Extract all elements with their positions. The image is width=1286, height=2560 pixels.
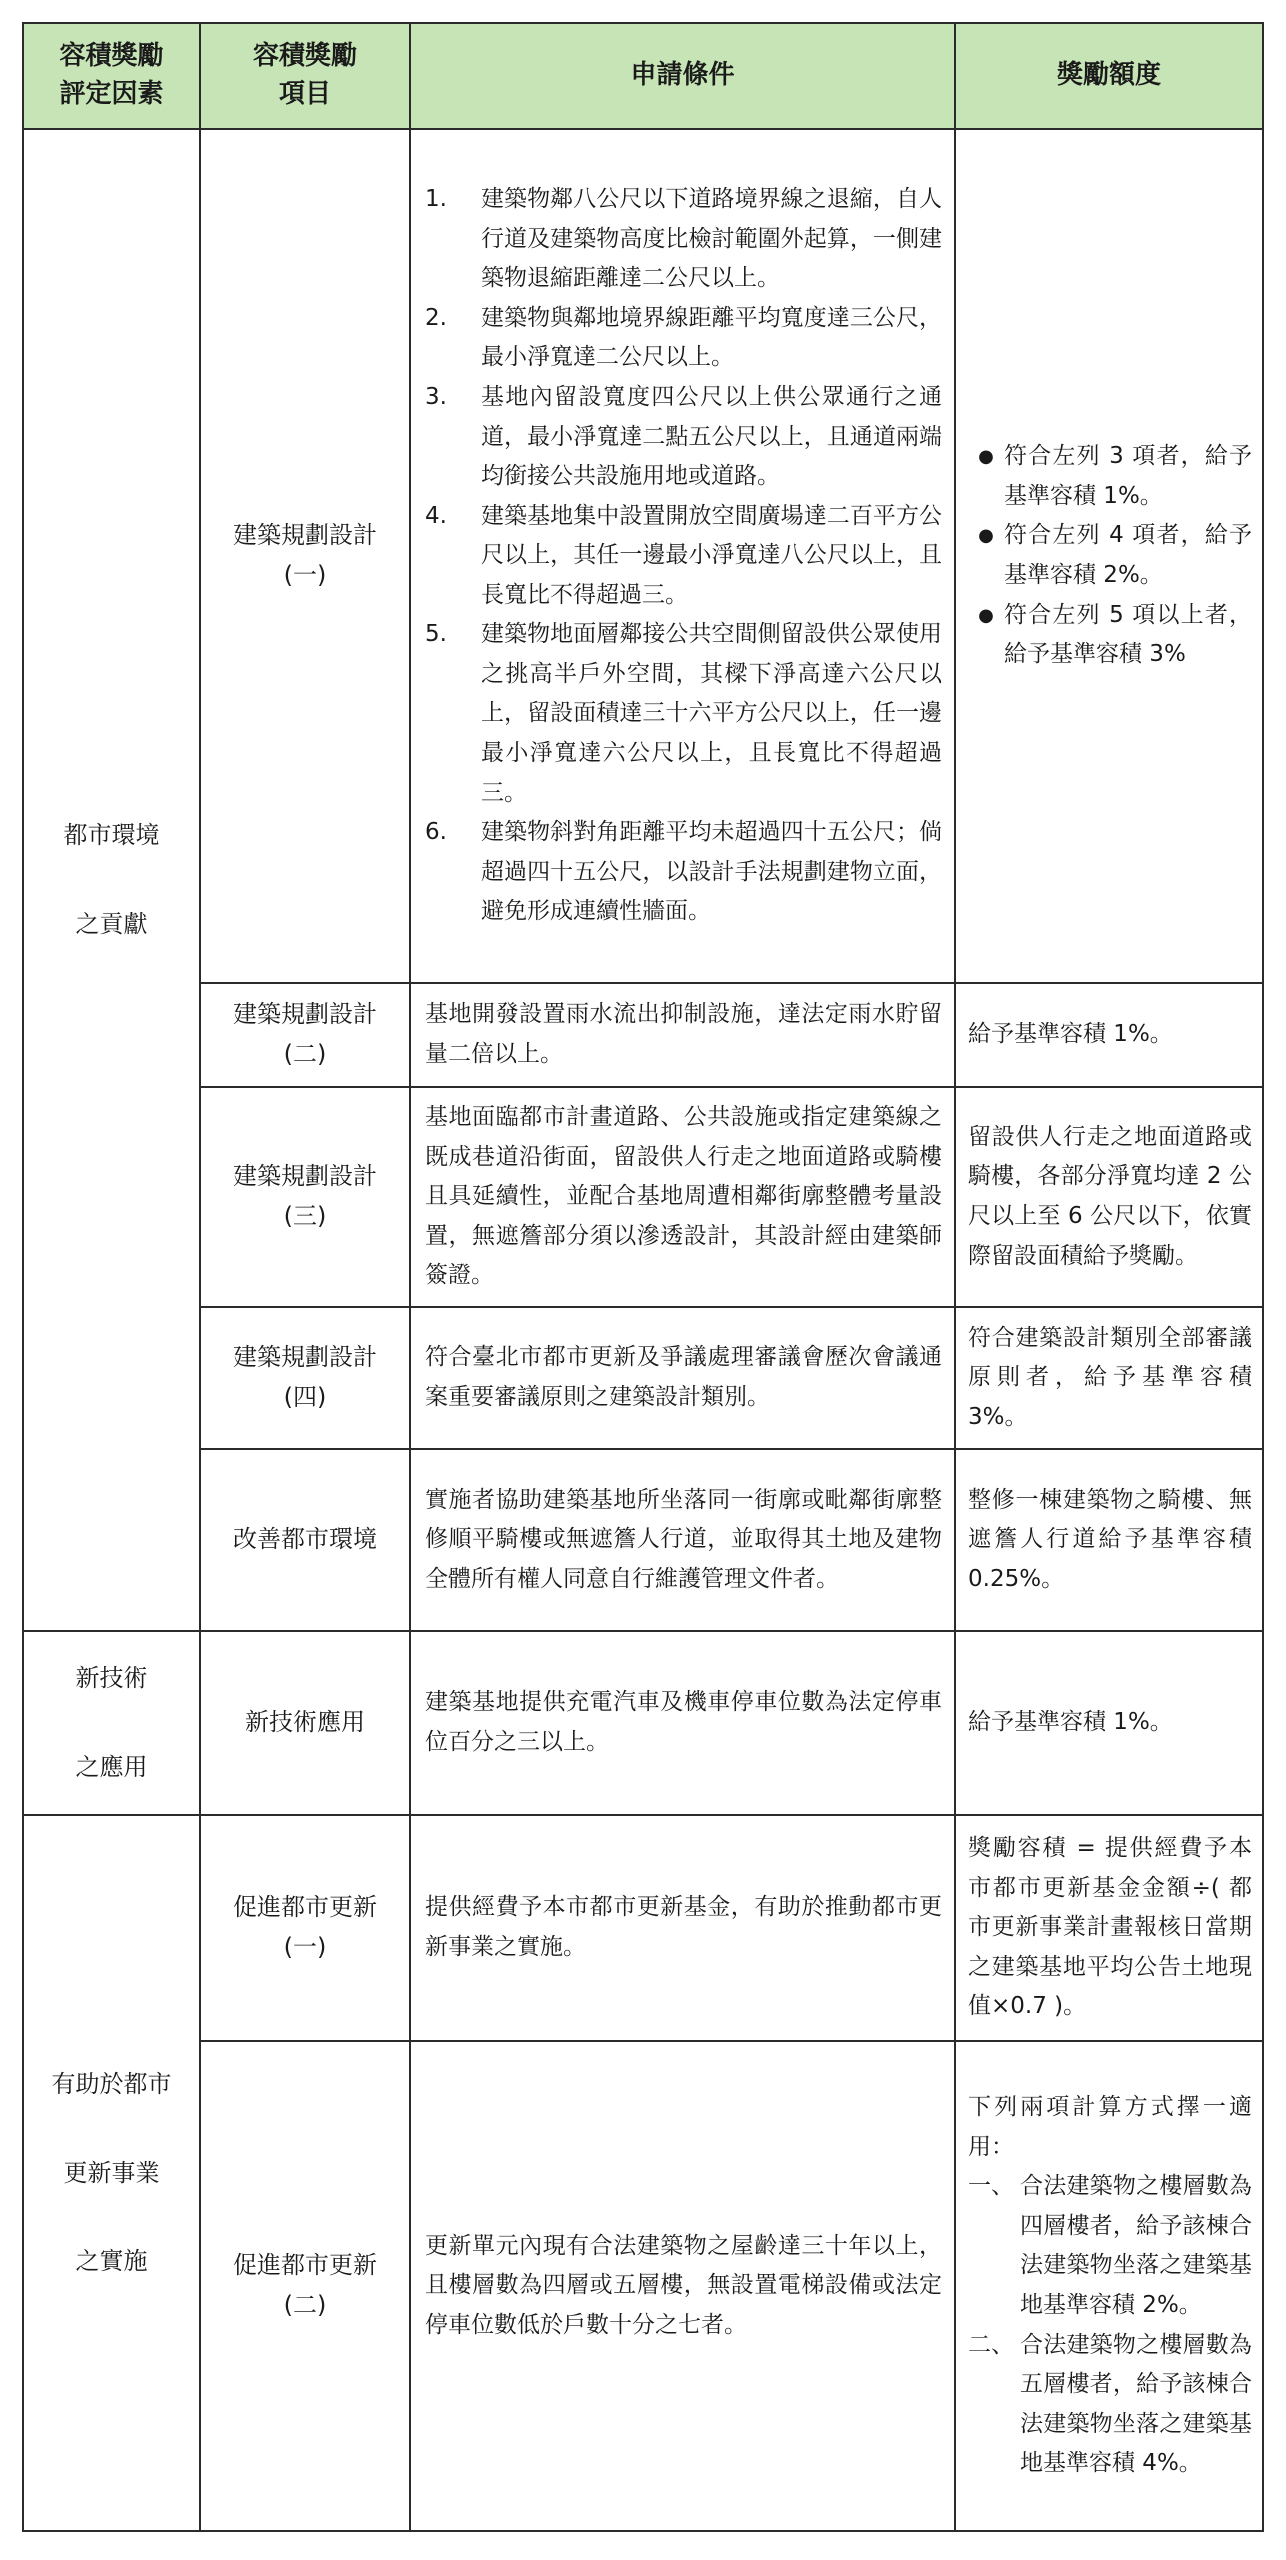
reward-cell: 給予基準容積 1%。: [955, 983, 1263, 1087]
condition-number: 3.: [425, 384, 447, 411]
table-row: [23, 1815, 1263, 2041]
condition-cell: 基地開發設置雨水流出抑制設施，達法定雨水貯留量二倍以上。: [410, 983, 955, 1087]
reward-number: 二、: [968, 2331, 1014, 2358]
bullet-icon: ●: [978, 525, 994, 547]
reward-text: 合法建築物之樓層數為 五層樓者，給予該棟合法建築物坐落之建築基地基準容積 4%。: [1020, 2331, 1252, 2477]
reward-text: 合法建築物之樓層數為 四層樓者，給予該棟合法建築物坐落之建築基地基準容積 2%。: [1020, 2173, 1252, 2318]
item-cell: 建築規劃設計 (二): [200, 983, 410, 1087]
item-cell: 建築規劃設計 (四): [200, 1307, 410, 1449]
header-item: 容積獎勵 項目: [200, 23, 410, 129]
reward-item: [968, 437, 1252, 516]
reward-cell: 給予基準容積 1%。: [955, 1631, 1263, 1815]
factor-cell-urban-renewal: 有助於都市 更新事業 之實施: [23, 1815, 200, 2531]
factor-cell-urban-environment: 都市環境 之貢獻: [23, 129, 200, 1631]
condition-number: 1.: [425, 186, 447, 213]
reward-table: [22, 22, 1264, 2532]
factor-cell-new-technology: 新技術 之應用: [23, 1631, 200, 1815]
table-row: [23, 2041, 1263, 2531]
condition-number: 4.: [425, 502, 447, 529]
header-reward: 獎勵額度: [955, 23, 1263, 129]
bullet-icon: ●: [978, 446, 994, 468]
item-cell: 促進都市更新 (二): [200, 2041, 410, 2531]
bullet-icon: ●: [978, 604, 994, 626]
condition-cell: 更新單元內現有合法建築物之屋齡達三十年以上，且樓層數為四層或五層樓，無設置電梯設備或法定停車位數低於戶數十分之七者。: [410, 2041, 955, 2531]
condition-text: 建築物與鄰地境界線距離平均寬度達三公尺，最小淨寬達二公尺以上。: [481, 304, 942, 371]
item-cell: 建築規劃設計 (一): [200, 129, 410, 983]
condition-cell: 建築基地提供充電汽車及機車停車位數為法定停車位百分之三以上。: [410, 1631, 955, 1815]
header-row: [23, 23, 1263, 129]
item-cell: 建築規劃設計 (三): [200, 1087, 410, 1307]
reward-list: [968, 2167, 1252, 2483]
table-row: [23, 129, 1263, 983]
reward-cell: [955, 2041, 1263, 2531]
reward-intro: 下列兩項計算方式擇一適用：: [968, 2094, 1252, 2160]
reward-item: [968, 516, 1252, 595]
reward-cell: 獎勵容積 = 提供經費予本市都市更新基金金額÷( 都市更新事業計畫報核日當期之建築基地平均公告土地現值×0.7 )。: [955, 1815, 1263, 2041]
condition-cell: 提供經費予本市都市更新基金，有助於推動都市更新事業之實施。: [410, 1815, 955, 2041]
reward-text: 符合左列 3 項者，給予基準容積 1%。: [1004, 443, 1252, 509]
reward-cell: [955, 129, 1263, 983]
condition-text: 建築基地集中設置開放空間廣場達二百平方公尺以上，其任一邊最小淨寬達八公尺以上，且長寬比不得超過三。: [481, 502, 942, 608]
header-condition: 申請條件: [410, 23, 955, 129]
reward-number: 一、: [968, 2173, 1014, 2200]
condition-text: 建築物斜對角距離平均未超過四十五公尺；倘超過四十五公尺，以設計手法規劃建物立面，避免形成連續性牆面。: [481, 819, 942, 925]
condition-cell: 符合臺北市都市更新及爭議處理審議會歷次會議通案重要審議原則之建築設計類別。: [410, 1307, 955, 1449]
item-cell: 新技術應用: [200, 1631, 410, 1815]
condition-text: 基地內留設寬度四公尺以上供公眾通行之通道，最小淨寬達二點五公尺以上，且通道兩端均銜接公共設施用地或道路。: [481, 384, 942, 490]
reward-list: [968, 437, 1252, 674]
reward-cell: 符合建築設計類別全部審議原則者，給予基準容積 3%。: [955, 1307, 1263, 1449]
condition-number: 2.: [425, 304, 447, 331]
table-row: [23, 1087, 1263, 1307]
reward-text: 符合左列 5 項以上者，給予基準容積 3%: [1004, 601, 1252, 668]
condition-item: [425, 497, 942, 616]
item-cell: 促進都市更新 (一): [200, 1815, 410, 2041]
table-row: [23, 1631, 1263, 1815]
reward-cell: 整修一棟建築物之騎樓、無遮簷人行道給予基準容積 0.25%。: [955, 1449, 1263, 1631]
condition-cell: [410, 129, 955, 983]
reward-text: 符合左列 4 項者，給予基準容積 2%。: [1004, 522, 1252, 588]
condition-item: [425, 378, 942, 497]
condition-item: [425, 180, 942, 299]
table-row: [23, 983, 1263, 1087]
condition-item: [425, 615, 942, 813]
table-row: [23, 1307, 1263, 1449]
reward-item: [968, 596, 1252, 675]
condition-number: 5.: [425, 621, 447, 648]
condition-cell: 基地面臨都市計畫道路、公共設施或指定建築線之既成巷道沿街面，留設供人行走之地面道路或騎樓且具延續性，並配合基地周遭相鄰街廓整體考量設置，無遮簷部分須以滲透設計，其設計經由建築師簽證。: [410, 1087, 955, 1307]
condition-text: 建築物地面層鄰接公共空間側留設供公眾使用之挑高半戶外空間，其樑下淨高達六公尺以上，留設面積達三十六平方公尺以上，任一邊最小淨寬達六公尺以上，且長寬比不得超過三。: [481, 621, 942, 806]
reward-item: [968, 2326, 1252, 2484]
reward-item: [968, 2167, 1252, 2325]
condition-text: 建築物鄰八公尺以下道路境界線之退縮，自人行道及建築物高度比檢討範圍外起算，一側建築物退縮距離達二公尺以上。: [481, 186, 942, 292]
condition-item: [425, 813, 942, 932]
reward-cell: 留設供人行走之地面道路或騎樓，各部分淨寬均達 2 公尺以上至 6 公尺以下，依實際留設面積給予獎勵。: [955, 1087, 1263, 1307]
header-factor: 容積獎勵 評定因素: [23, 23, 200, 129]
condition-number: 6.: [425, 819, 447, 846]
table-row: [23, 1449, 1263, 1631]
item-cell: 改善都市環境: [200, 1449, 410, 1631]
condition-cell: 實施者協助建築基地所坐落同一街廓或毗鄰街廓整修順平騎樓或無遮簷人行道，並取得其土地及建物全體所有權人同意自行維護管理文件者。: [410, 1449, 955, 1631]
condition-list: [425, 180, 942, 931]
condition-item: [425, 299, 942, 378]
